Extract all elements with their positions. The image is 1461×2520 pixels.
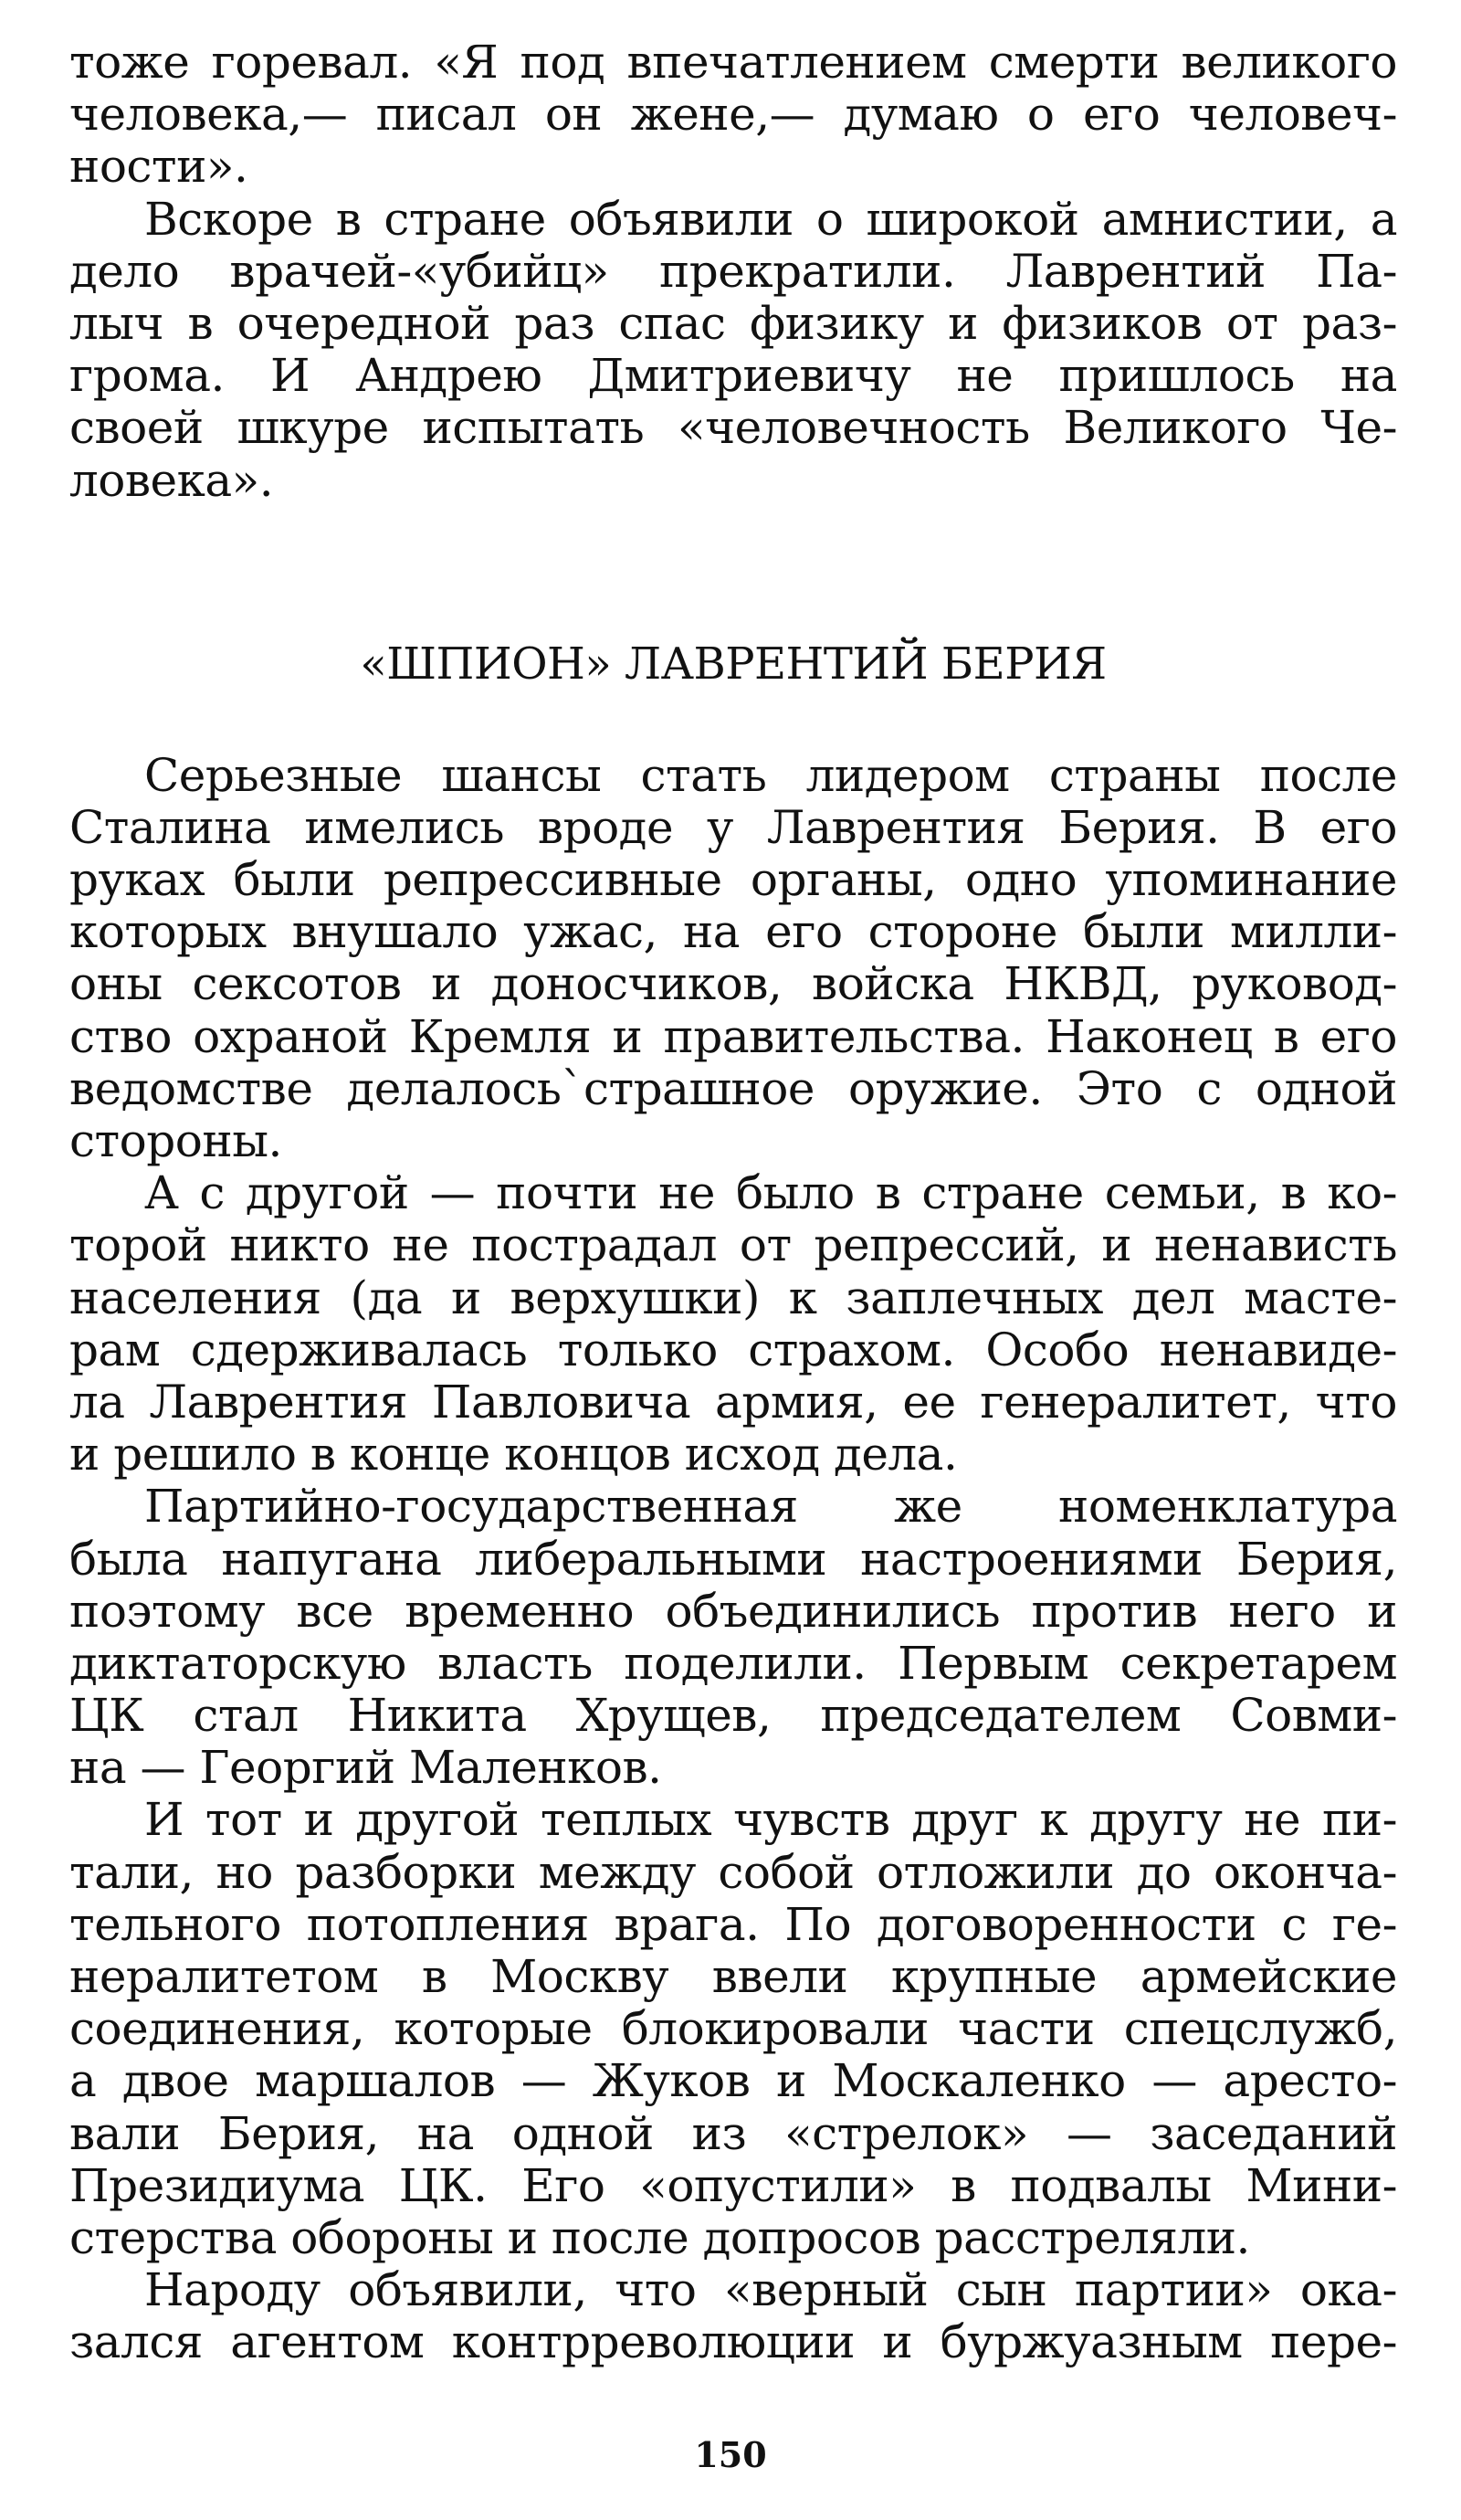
text-line: И тот и другой теплых чувств друг к другу не пи-: [144, 1794, 1397, 1847]
text-line: ла Лаврентия Павловича армия, ее генералитет, что: [69, 1376, 1397, 1429]
text-line: диктаторскую власть поделили. Первым секретарем: [69, 1637, 1397, 1690]
text-line: Народу объявили, что «верный сын партии» ока-: [144, 2264, 1397, 2317]
text-line: вали Берия, на одной из «стрелок» — заседаний: [69, 2107, 1397, 2160]
text-line: ведомстве делалось`страшное оружие. Это с одной: [69, 1062, 1397, 1115]
text-line: рам сдерживалась только страхом. Особо ненавиде-: [69, 1323, 1397, 1376]
text-line: на — Георгий Маленков.: [69, 1742, 662, 1795]
paragraph: [69, 194, 1397, 507]
text-line: стерства обороны и после допросов расстреляли.: [69, 2211, 1250, 2264]
text-after-section: [69, 750, 1397, 2369]
paragraph: [69, 1794, 1397, 2264]
text-line: руках были репрессивные органы, одно упоминание: [69, 854, 1397, 907]
text-line: Сталина имелись вроде у Лаврентия Берия. В его: [69, 801, 1397, 854]
text-line: зался агентом контрреволюции и буржуазным пере-: [69, 2316, 1397, 2369]
text-line: которых внушало ужас, на его стороне были милли-: [69, 906, 1397, 959]
text-line: нералитетом в Москву ввели крупные армейские: [69, 1951, 1397, 2003]
text-line: дело врачей-«убийц» прекратили. Лаврентий Па-: [69, 245, 1397, 298]
text-line: тельного потопления врага. По договоренности с ге-: [69, 1898, 1397, 1951]
paragraph: [69, 37, 1397, 194]
paragraph: [69, 750, 1397, 1168]
section-title: «ШПИОН» ЛАВРЕНТИЙ БЕРИЯ: [360, 638, 1107, 690]
text-line: торой никто не пострадал от репрессий, и ненависть: [69, 1219, 1397, 1272]
text-line: и решило в конце концов исход дела.: [69, 1429, 958, 1481]
paragraph: [69, 1481, 1397, 1794]
text-line: тоже горевал. «Я под впечатлением смерти великого: [69, 37, 1397, 89]
text-line: а двое маршалов — Жуков и Москаленко — аресто-: [69, 2055, 1397, 2108]
page-text: [69, 37, 1397, 2369]
text-line: ство охраной Кремля и правительства. Наконец в его: [69, 1010, 1397, 1063]
text-line: лыч в очередной раз спас физику и физиков от раз-: [69, 297, 1397, 350]
text-line: населения (да и верхушки) к заплечных дел масте-: [69, 1271, 1397, 1324]
text-line: своей шкуре испытать «человечность Великого Че-: [69, 402, 1397, 455]
paragraph: [69, 1167, 1397, 1481]
page-number: 150: [694, 2434, 767, 2475]
text-line: ЦК стал Никита Хрущев, председателем Совми-: [69, 1690, 1397, 1743]
text-before-section: [69, 37, 1397, 507]
text-line: тали, но разборки между собой отложили до оконча-: [69, 1846, 1397, 1899]
paragraph: [69, 2264, 1397, 2368]
text-line: Партийно-государственная же номенклатура: [144, 1481, 1397, 1534]
text-line: оны сексотов и доносчиков, войска НКВД, руковод-: [69, 958, 1397, 1011]
text-line: стороны.: [69, 1115, 282, 1167]
text-line: грома. И Андрею Дмитриевичу не пришлось на: [69, 350, 1397, 403]
text-line: человека,— писал он жене,— думаю о его человеч-: [69, 89, 1397, 142]
text-line: Серьезные шансы стать лидером страны после: [144, 749, 1397, 802]
text-line: была напугана либеральными настроениями Берия,: [69, 1533, 1397, 1586]
text-line: Президиума ЦК. Его «опустили» в подвалы Мини-: [69, 2159, 1397, 2212]
text-line: поэтому все временно объединились против него и: [69, 1585, 1397, 1638]
text-line: ности».: [69, 141, 248, 194]
text-line: Вскоре в стране объявили о широкой амнистии, а: [144, 193, 1397, 246]
text-line: соединения, которые блокировали части спецслужб,: [69, 2003, 1397, 2056]
text-line: А с другой — почти не было в стране семьи, в ко-: [144, 1167, 1397, 1220]
section-spacer: [69, 507, 1397, 637]
text-line: ловека».: [69, 454, 274, 507]
